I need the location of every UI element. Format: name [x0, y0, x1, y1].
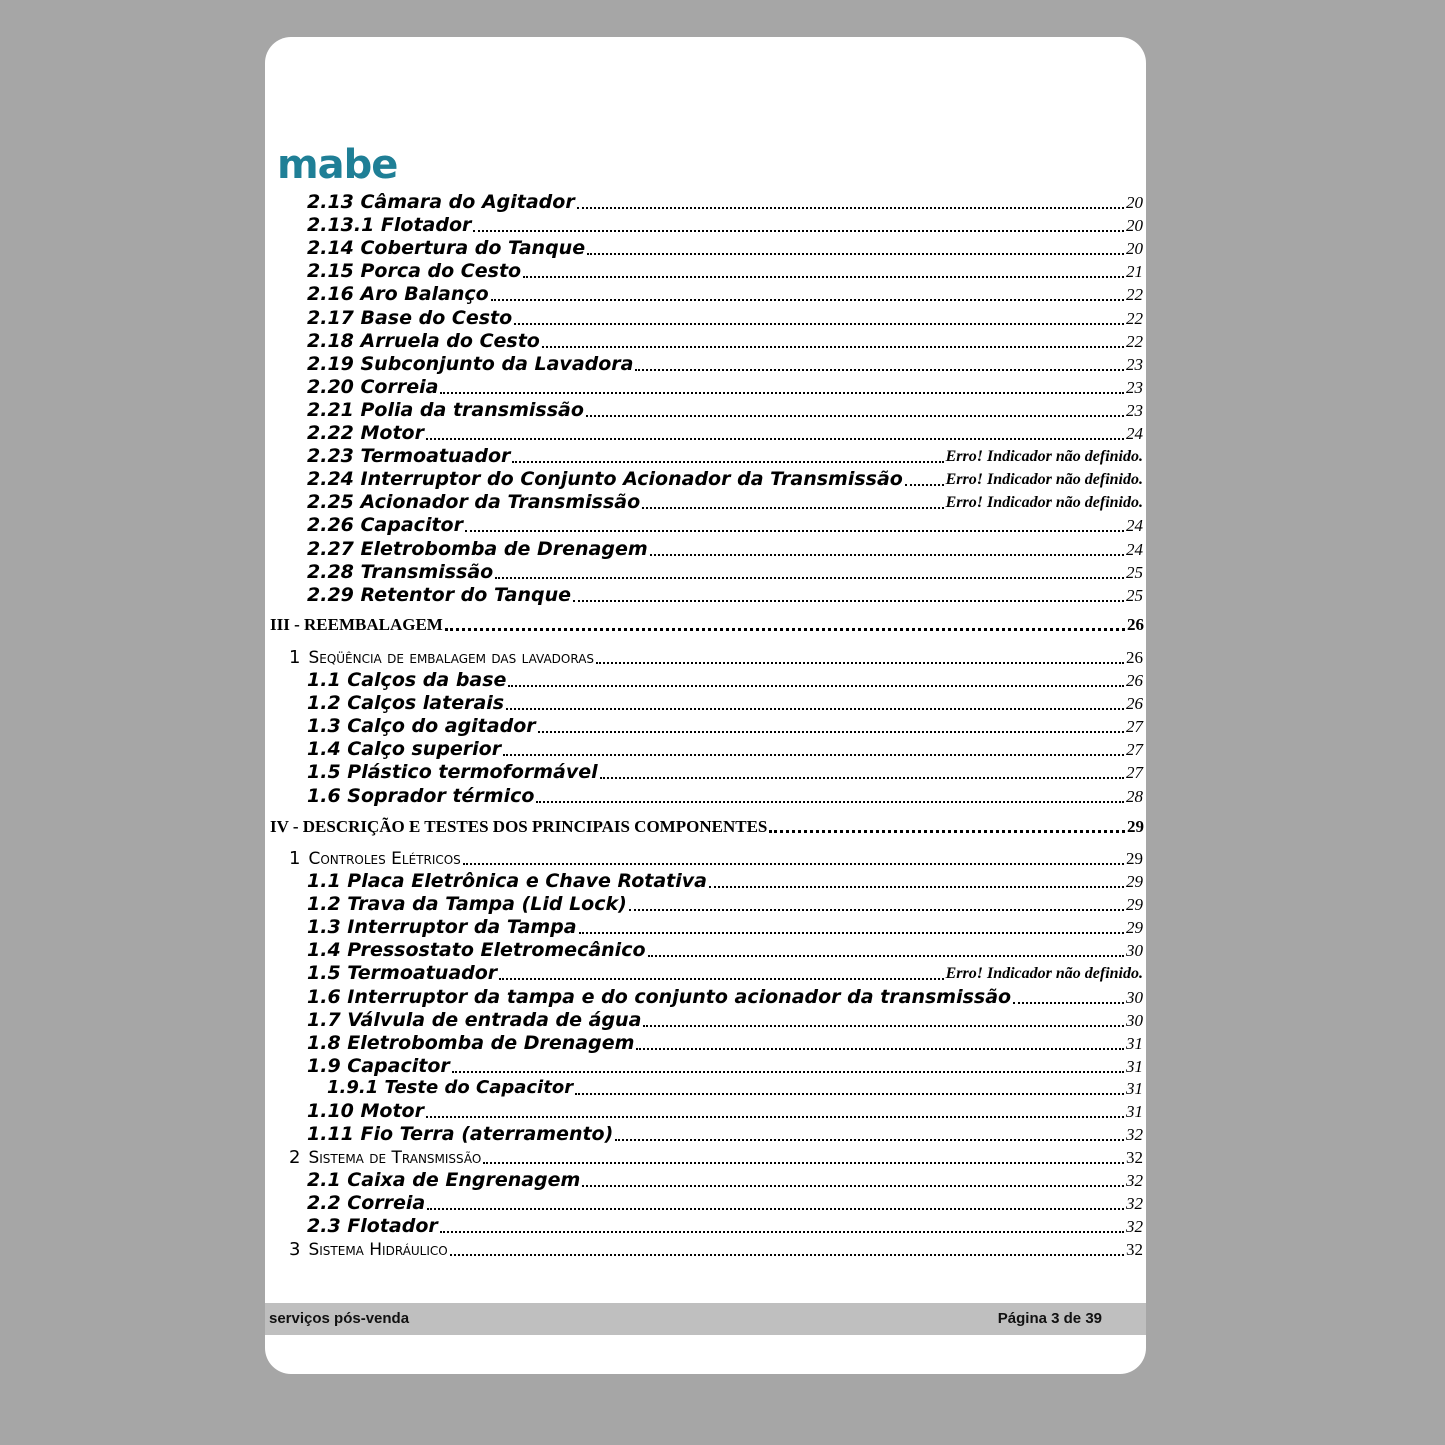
dot-leader: [586, 415, 1124, 417]
toc-entry[interactable]: [307, 1007, 1143, 1031]
dot-leader: [506, 708, 1124, 710]
dot-leader: [440, 1231, 1124, 1233]
toc-page-number: 21: [1126, 262, 1143, 282]
toc-entry-number: 1: [289, 647, 301, 668]
toc-entry[interactable]: [307, 667, 1143, 691]
toc-entry-title: 2.15 Porca do Cesto: [307, 260, 522, 283]
dot-leader: [473, 230, 1124, 232]
toc-entry-title: 1.6 Soprador térmico: [307, 784, 535, 807]
dot-leader: [629, 909, 1124, 911]
toc-entry-title: 1.1 Placa Eletrônica e Chave Rotativa: [307, 870, 707, 892]
toc-entry-number: 2: [289, 1147, 301, 1168]
dot-leader: [615, 1139, 1124, 1141]
toc-entry[interactable]: [307, 420, 1143, 444]
toc-page-number: 30: [1126, 941, 1143, 961]
mabe-logo: mabe: [277, 142, 398, 188]
toc-entry-title: 2.25 Acionador da Transmissão: [307, 491, 641, 514]
dot-leader: [452, 1071, 1124, 1073]
toc-page-number: 31: [1126, 1079, 1143, 1098]
toc-section-heading[interactable]: [270, 611, 1144, 635]
toc-entry-title: 1.4 Pressostato Eletromecânico: [307, 939, 646, 962]
toc-page-number: 32: [1126, 1125, 1143, 1145]
toc-page-number: 29: [1126, 849, 1143, 868]
toc-entry-title: 1.5 Termoatuador: [307, 962, 498, 985]
toc-chapter-entry[interactable]: [289, 644, 1143, 668]
toc-page-number: 28: [1126, 786, 1143, 806]
toc-page-number: 32: [1126, 1148, 1143, 1167]
toc-page-number: 30: [1126, 987, 1143, 1007]
toc-entry-title: 2.13.1 Flotador: [307, 214, 472, 237]
toc-page-number: 27: [1126, 740, 1143, 760]
dot-leader: [426, 1116, 1124, 1118]
toc-entry-title: 1.9 Capacitor: [307, 1054, 450, 1077]
toc-entry-title: 2.16 Aro Balanço: [307, 283, 489, 306]
toc-entry-title: 1.2 Calços laterais: [307, 692, 505, 715]
dot-leader: [709, 886, 1124, 888]
toc-entry[interactable]: [307, 305, 1143, 329]
toc-entry[interactable]: [307, 783, 1143, 807]
toc-entry[interactable]: [307, 281, 1143, 305]
toc-page-number: 23: [1126, 400, 1143, 420]
dot-leader: [587, 253, 1124, 255]
dot-leader: [542, 346, 1124, 348]
toc-entry-title: 1.2 Trava da Tampa (Lid Lock): [307, 893, 627, 916]
dot-leader: [491, 299, 1124, 301]
document-page: [265, 37, 1146, 1374]
toc-entry-title: [289, 849, 461, 869]
toc-entry[interactable]: [307, 374, 1143, 398]
toc-entry-title: 2.27 Eletrobomba de Drenagem: [307, 537, 648, 560]
dot-leader: [445, 628, 1125, 631]
toc-chapter-entry[interactable]: [289, 1236, 1143, 1260]
toc-page-number: 23: [1126, 377, 1143, 397]
toc-page-number: 32: [1126, 1217, 1143, 1237]
toc-page-number: 22: [1126, 308, 1143, 328]
toc-entry[interactable]: [307, 868, 1143, 892]
toc-entry[interactable]: [307, 189, 1143, 213]
toc-entry[interactable]: [307, 960, 1143, 984]
toc-entry-title: 1.1 Calços da base: [307, 669, 507, 691]
toc-entry[interactable]: [307, 351, 1143, 375]
toc-entry-title: 2.21 Polia da transmissão: [307, 398, 584, 421]
toc-entry[interactable]: [307, 443, 1143, 467]
toc-page-number: 27: [1126, 717, 1143, 737]
toc-entry-title: 1.9.1 Teste do Capacitor: [327, 1077, 574, 1098]
toc-entry-title: 2.29 Retentor do Tanque: [307, 583, 572, 606]
toc-page-number: 27: [1126, 763, 1143, 783]
toc-page-number: 26: [1127, 615, 1144, 634]
toc-page-number: 31: [1126, 1033, 1143, 1053]
toc-entry[interactable]: [307, 235, 1143, 259]
toc-entry-title: 1.5 Plástico termoformável: [307, 761, 598, 784]
toc-page-number: 29: [1126, 918, 1143, 938]
dot-leader: [495, 577, 1124, 579]
toc-entry-title: 2.14 Cobertura do Tanque: [307, 237, 586, 260]
dot-leader: [440, 392, 1124, 394]
footer-department: serviços pós-venda: [269, 1310, 410, 1327]
dot-leader: [538, 731, 1124, 733]
toc-page-number: 26: [1126, 671, 1143, 690]
toc-page-number: 26: [1126, 694, 1143, 714]
dot-leader: [635, 369, 1124, 371]
toc-entry-title: 2.13 Câmara do Agitador: [307, 191, 575, 213]
dot-leader: [905, 484, 944, 486]
toc-entry-text: Sistema de Transmissão: [308, 1148, 482, 1168]
toc-entry-title: 1.8 Eletrobomba de Drenagem: [307, 1031, 635, 1054]
toc-entry[interactable]: [307, 736, 1143, 760]
toc-entry[interactable]: [307, 212, 1143, 236]
toc-entry-title: 1.3 Calço do agitador: [307, 715, 536, 738]
dot-leader: [573, 600, 1124, 602]
toc-page-number: 29: [1126, 895, 1143, 915]
dot-leader: [600, 777, 1124, 779]
toc-entry-number: 1: [289, 848, 301, 869]
toc-entry-title: 2.20 Correia: [307, 375, 439, 398]
toc-entry-title: 2.23 Termoatuador: [307, 445, 511, 468]
toc-page-number: 31: [1126, 1102, 1143, 1121]
toc-entry[interactable]: [307, 328, 1143, 352]
toc-entry-title: [289, 1148, 481, 1168]
toc-page-number: 22: [1126, 331, 1143, 351]
dot-leader: [636, 1048, 1124, 1050]
dot-leader: [536, 801, 1124, 803]
toc-page-number: 22: [1126, 285, 1143, 305]
toc-entry[interactable]: [307, 1190, 1143, 1214]
toc-section-heading[interactable]: [270, 813, 1144, 837]
toc-entry[interactable]: [307, 984, 1143, 1008]
dot-leader: [483, 1162, 1124, 1164]
toc-page-number: 32: [1126, 1194, 1143, 1214]
toc-page-number: 25: [1126, 585, 1143, 605]
dot-leader: [427, 1208, 1124, 1210]
toc-entry-title: 2.19 Subconjunto da Lavadora: [307, 352, 634, 375]
toc-entry[interactable]: [307, 1213, 1143, 1237]
page-footer: [265, 1303, 1146, 1335]
toc-entry[interactable]: [307, 1098, 1143, 1122]
toc-entry-title: 2.2 Correia: [307, 1192, 426, 1215]
toc-entry[interactable]: [307, 466, 1143, 490]
dot-leader: [642, 507, 943, 509]
dot-leader: [582, 1185, 1124, 1187]
toc-entry[interactable]: [307, 759, 1143, 783]
toc-page-number: 31: [1126, 1056, 1143, 1076]
dot-leader: [512, 461, 943, 463]
toc-entry-title: 1.7 Válvula de entrada de água: [307, 1008, 642, 1031]
toc-entry[interactable]: [307, 536, 1143, 560]
toc-entry-title: 2.28 Transmissão: [307, 560, 494, 583]
toc-entry-title: 1.6 Interruptor da tampa e do conjunto acionador da transmissão: [307, 985, 1012, 1008]
toc-entry[interactable]: [307, 891, 1143, 915]
toc-entry[interactable]: [307, 582, 1143, 606]
toc-entry[interactable]: [307, 258, 1143, 282]
toc-entry-number: 3: [289, 1239, 301, 1260]
toc-entry[interactable]: [307, 512, 1143, 536]
toc-page-number: 29: [1127, 817, 1144, 836]
toc-page-number: 26: [1126, 648, 1143, 667]
toc-entry[interactable]: [307, 397, 1143, 421]
footer-page-number: Página 3 de 39: [997, 1310, 1102, 1327]
toc-entry-title: 1.3 Interruptor da Tampa: [307, 916, 577, 939]
dot-leader: [450, 1254, 1124, 1256]
toc-page-number: 32: [1126, 1240, 1143, 1259]
toc-page-number: Erro! Indicador não definido.: [945, 965, 1143, 983]
toc-entry[interactable]: [307, 489, 1143, 513]
dot-leader: [503, 754, 1124, 756]
toc-entry-title: IV - DESCRIÇÃO E TESTES DOS PRINCIPAIS COMPONENTES: [270, 817, 768, 836]
toc-entry[interactable]: [307, 937, 1143, 961]
dot-leader: [769, 830, 1125, 833]
dot-leader: [596, 662, 1124, 664]
toc-entry-title: 2.18 Arruela do Cesto: [307, 329, 540, 352]
toc-entry-title: 2.26 Capacitor: [307, 514, 463, 537]
toc-page-number: 24: [1126, 516, 1143, 536]
toc-page-number: 20: [1126, 239, 1143, 259]
toc-entry-title: 2.22 Motor: [307, 422, 424, 444]
toc-page-number: 25: [1126, 562, 1143, 582]
toc-entry-text: Seqüência de embalagem das lavadoras: [308, 648, 595, 668]
toc-entry-title: 2.1 Caixa de Engrenagem: [307, 1169, 581, 1191]
toc-entry-text: Sistema Hidráulico: [308, 1240, 448, 1260]
dot-leader: [514, 323, 1124, 325]
toc-page-number: 32: [1126, 1171, 1143, 1190]
toc-page-number: 24: [1126, 424, 1143, 443]
toc-page-number: 20: [1126, 193, 1143, 212]
toc-entry-title: 1.4 Calço superior: [307, 738, 502, 761]
dot-leader: [465, 530, 1124, 532]
toc-entry[interactable]: [307, 713, 1143, 737]
dot-leader: [426, 438, 1124, 440]
dot-leader: [508, 685, 1124, 687]
toc-entry[interactable]: [307, 690, 1143, 714]
toc-page-number: Erro! Indicador não definido.: [945, 471, 1143, 489]
toc-chapter-entry[interactable]: [289, 1144, 1143, 1168]
dot-leader: [648, 955, 1124, 957]
dot-leader: [579, 932, 1124, 934]
toc-page-number: 29: [1126, 872, 1143, 891]
dot-leader: [643, 1025, 1124, 1027]
toc-entry-title: 1.11 Fio Terra (aterramento): [307, 1123, 614, 1146]
dot-leader: [499, 978, 943, 980]
dot-leader: [1013, 1002, 1124, 1004]
dot-leader: [650, 554, 1124, 556]
toc-entry[interactable]: [307, 1121, 1143, 1145]
toc-page-number: 23: [1126, 354, 1143, 374]
table-of-contents: [265, 37, 1146, 1374]
toc-entry-title: III - REEMBALAGEM: [270, 615, 443, 634]
toc-entry-title: 2.3 Flotador: [307, 1215, 438, 1238]
toc-entry[interactable]: [307, 1053, 1143, 1077]
toc-page-number: 30: [1126, 1010, 1143, 1030]
dot-leader: [575, 1093, 1124, 1095]
dot-leader: [463, 863, 1124, 865]
toc-page-number: Erro! Indicador não definido.: [945, 494, 1143, 512]
toc-entry-title: [289, 648, 594, 668]
toc-entry-title: 2.24 Interruptor do Conjunto Acionador da Transmissão: [307, 468, 903, 491]
toc-entry-title: 2.17 Base do Cesto: [307, 306, 513, 329]
toc-entry[interactable]: [307, 914, 1143, 938]
toc-chapter-entry[interactable]: [289, 845, 1143, 869]
dot-leader: [577, 207, 1124, 209]
toc-page-number: 24: [1126, 539, 1143, 559]
dot-leader: [523, 276, 1124, 278]
toc-entry[interactable]: [307, 559, 1143, 583]
toc-entry-text: Controles Elétricos: [308, 849, 461, 869]
toc-entry-title: [289, 1240, 448, 1260]
toc-entry[interactable]: [307, 1167, 1143, 1191]
toc-entry[interactable]: [327, 1075, 1143, 1099]
toc-entry-title: 1.10 Motor: [307, 1100, 424, 1122]
toc-page-number: 20: [1126, 216, 1143, 236]
toc-entry[interactable]: [307, 1030, 1143, 1054]
toc-page-number: Erro! Indicador não definido.: [945, 448, 1143, 466]
